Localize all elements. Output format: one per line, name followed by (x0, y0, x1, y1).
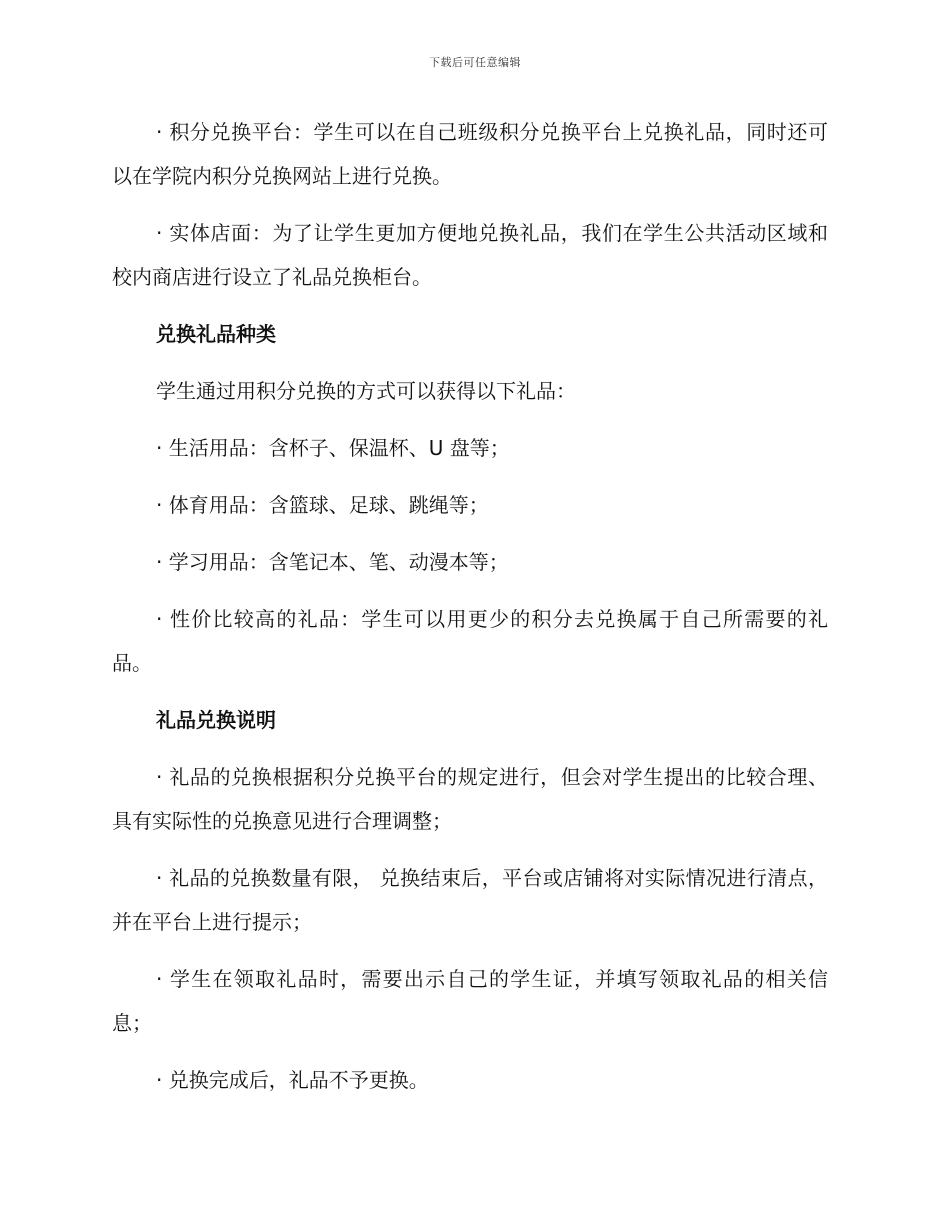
section-heading-exchange-rules: 礼品兑换说明 (156, 708, 276, 732)
rule-item-platform-rules: · 礼品的兑换根据积分兑换平台的规定进行，但会对学生提出的比较合理、具有实际性的兑换意见进行合理调整； (112, 765, 828, 833)
list-item-sports-goods: · 体育用品：含篮球、足球、跳绳等； (156, 493, 489, 517)
list-item-value-gifts: · 性价比较高的礼品：学生可以用更少的积分去兑换属于自己所需要的礼品。 (112, 607, 828, 675)
spacer (112, 584, 828, 597)
spacer (112, 527, 828, 540)
spacer (112, 843, 828, 856)
paragraph-exchange-platform: · 积分兑换平台：学生可以在自己班级积分兑换平台上兑换礼品，同时还可以在学院内积分兑换网站上进行兑换。 (112, 120, 828, 188)
page-header-note: 下载后可任意编辑 (429, 56, 521, 69)
section-heading-gift-types: 兑换礼品种类 (156, 322, 276, 346)
list-item-study-goods: · 学习用品：含笔记本、笔、动漫本等； (156, 550, 509, 574)
document-body (112, 110, 828, 1102)
spacer (112, 356, 828, 369)
list-item-daily-goods: · 生活用品：含杯子、保温杯、U 盘等； (156, 436, 510, 460)
rule-item-limited-quantity: · 礼品的兑换数量有限， 兑换结束后，平台或店铺将对实际情况进行清点，并在平台上进行提示； (112, 866, 828, 934)
rule-item-no-exchange: · 兑换完成后，礼品不予更换。 (156, 1068, 429, 1092)
paragraph-physical-store: · 实体店面：为了让学生更加方便地兑换礼品，我们在学生公共活动区域和校内商店进行设立了礼品兑换柜台。 (112, 221, 828, 289)
spacer (112, 685, 828, 698)
rule-item-student-id: · 学生在领取礼品时，需要出示自己的学生证，并填写领取礼品的相关信息； (112, 967, 828, 1035)
spacer (112, 742, 828, 755)
spacer (112, 299, 828, 312)
spacer (112, 1045, 828, 1058)
spacer (112, 470, 828, 483)
paragraph-gift-intro: 学生通过用积分兑换的方式可以获得以下礼品： (156, 379, 576, 403)
spacer (112, 413, 828, 426)
spacer (112, 944, 828, 957)
spacer (112, 198, 828, 211)
